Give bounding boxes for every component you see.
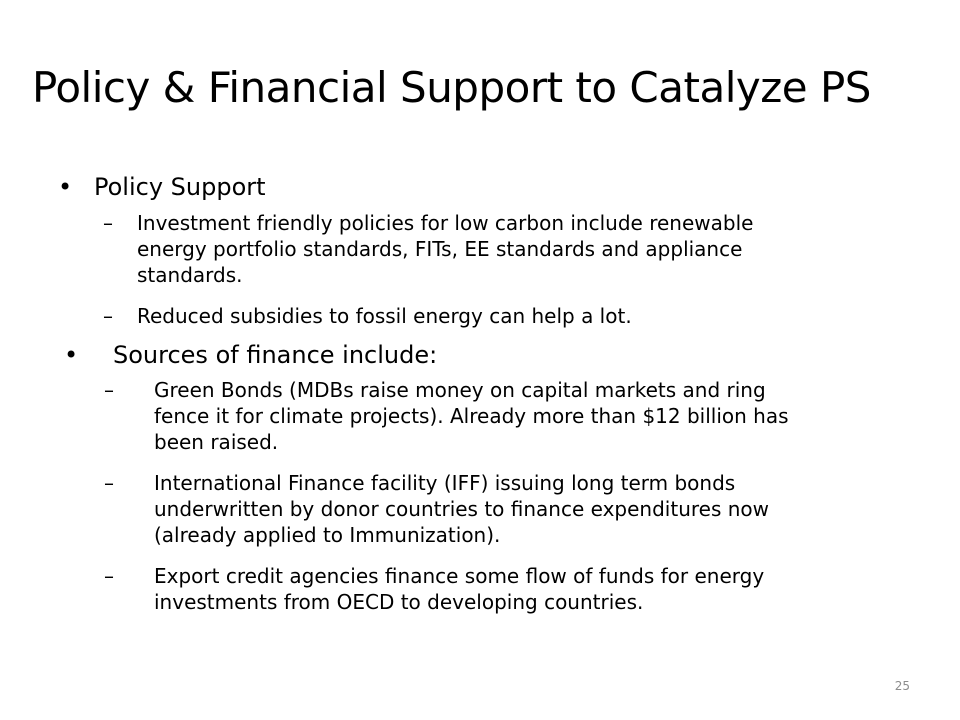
bullet-dot: • xyxy=(64,341,79,369)
bullet-sources-of-finance: Sources of finance include: xyxy=(113,341,438,369)
sub-item-line: standards. xyxy=(137,263,243,287)
slide-title: Policy & Financial Support to Catalyze PS xyxy=(32,63,871,112)
sub-item-line: been raised. xyxy=(154,430,279,454)
sub-item-line: fence it for climate projects). Already more than $12 billion has xyxy=(154,404,789,428)
sub-item-line: (already applied to Immunization). xyxy=(154,523,501,547)
bullet-dot: • xyxy=(58,173,73,201)
sub-item-line: Reduced subsidies to fossil energy can help a lot. xyxy=(137,304,632,328)
sub-dash: – xyxy=(103,211,113,235)
sub-dash: – xyxy=(104,378,114,402)
sub-item-line: Export credit agencies finance some flow of funds for energy xyxy=(154,564,765,588)
page-number: 25 xyxy=(894,679,910,693)
sub-item-line: energy portfolio standards, FITs, EE standards and appliance xyxy=(137,237,743,261)
sub-dash: – xyxy=(104,471,114,495)
sub-item-line: International Finance facility (IFF) issuing long term bonds xyxy=(154,471,736,495)
sub-item-line: Investment friendly policies for low carbon include renewable xyxy=(137,211,754,235)
sub-dash: – xyxy=(103,304,113,328)
sub-item-line: Green Bonds (MDBs raise money on capital markets and ring xyxy=(154,378,766,402)
sub-item-line: underwritten by donor countries to finance expenditures now xyxy=(154,497,769,521)
sub-item-line: investments from OECD to developing countries. xyxy=(154,590,644,614)
sub-dash: – xyxy=(104,564,114,588)
bullet-policy-support: Policy Support xyxy=(94,173,266,201)
